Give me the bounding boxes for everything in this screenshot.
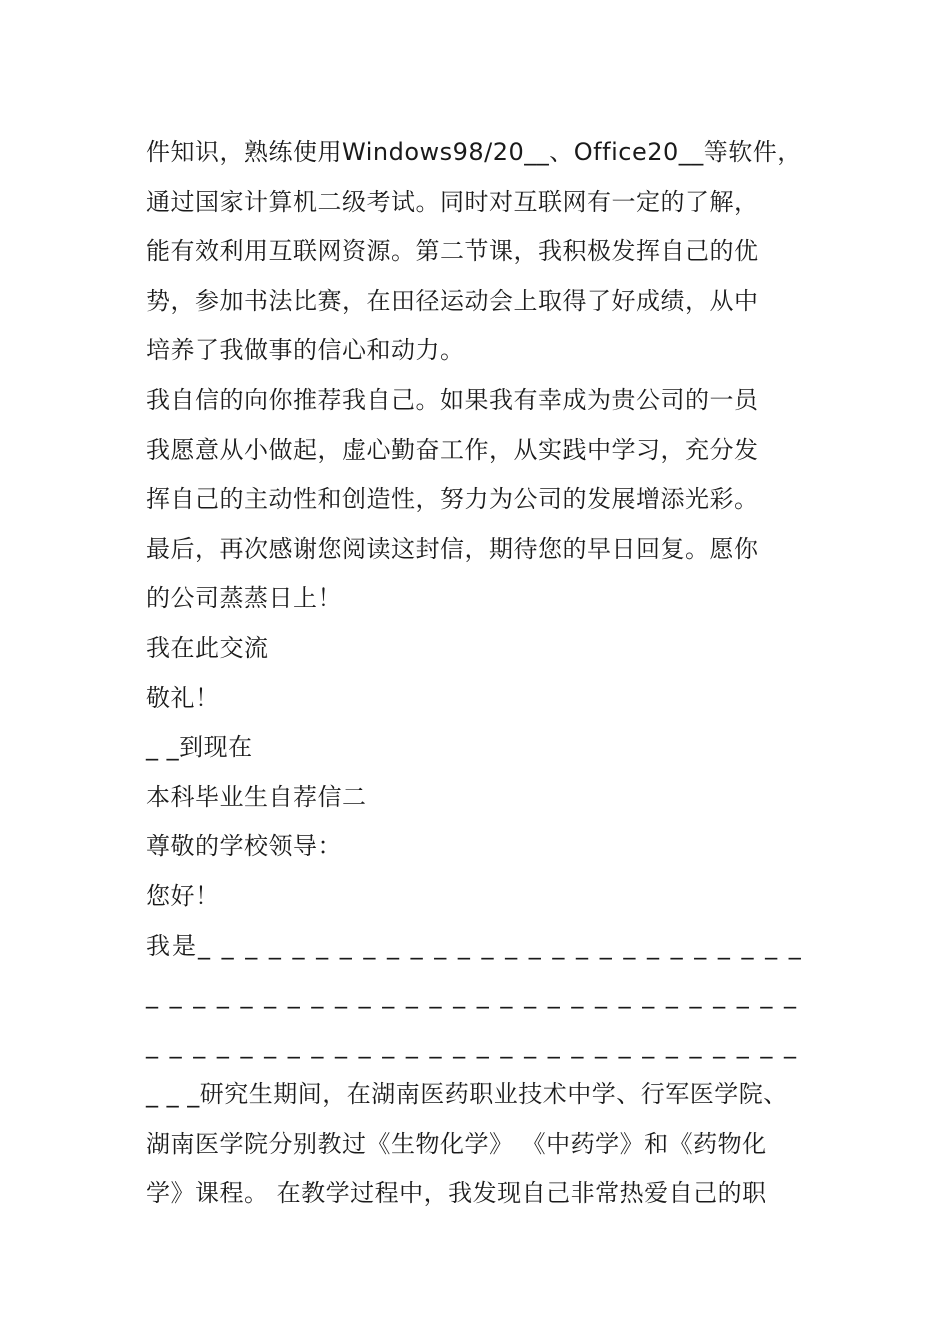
section-title: 本科毕业生自荐信二 [146,782,367,811]
text-line: 势，参加书法比赛，在田径运动会上取得了好成绩，从中 [146,286,759,315]
blank-fill-line: _ _ _ _ _ _ _ _ _ _ _ _ _ _ _ _ _ _ _ _ _ _ _ _ _ _ _ _ [146,981,798,1010]
text-line: _ _ _研究生期间，在湖南医药职业技术中学、行军医学院、 [146,1080,788,1109]
text-line: 挥自己的主动性和创造性，努力为公司的发展增添光彩。 [146,485,759,514]
text-line: 能有效利用互联网资源。第二节课，我积极发挥自己的优 [146,237,759,266]
greeting-line: 您好！ [146,881,220,910]
text-line: 的公司蒸蒸日上！ [146,584,342,613]
blank-fill-line: _ _ _ _ _ _ _ _ _ _ _ _ _ _ _ _ _ _ _ _ _ _ _ _ _ _ _ _ [146,1030,798,1059]
text-line: 我自信的向你推荐我自己。如果我有幸成为贵公司的一员 [146,385,759,414]
blank-fill-line: 我是_ _ _ _ _ _ _ _ _ _ _ _ _ _ _ _ _ _ _ _ _ _ _ _ _ _ [146,931,803,960]
date-line: _ _到现在 [146,733,253,762]
document-body [146,128,836,1219]
text-line: 湖南医学院分别教过《生物化学》 《中药学》和《药物化 [146,1129,767,1158]
text-line: 培养了我做事的信心和动力。 [146,336,465,365]
text-line: 我愿意从小做起，虚心勤奋工作，从实践中学习，充分发 [146,435,759,464]
closing-line: 我在此交流 [146,633,269,662]
text-line: 学》课程。 在教学过程中，我发现自己非常热爱自己的职 [146,1179,767,1208]
salutation-line: 敬礼！ [146,683,220,712]
recipient-line: 尊敬的学校领导： [146,832,342,861]
text-line: 通过国家计算机二级考试。同时对互联网有一定的了解， [146,187,759,216]
text-line: 最后，再次感谢您阅读这封信，期待您的早日回复。愿你 [146,534,759,563]
text-line: 件知识，熟练使用Windows98/20__、Office20__等软件， [146,138,802,166]
